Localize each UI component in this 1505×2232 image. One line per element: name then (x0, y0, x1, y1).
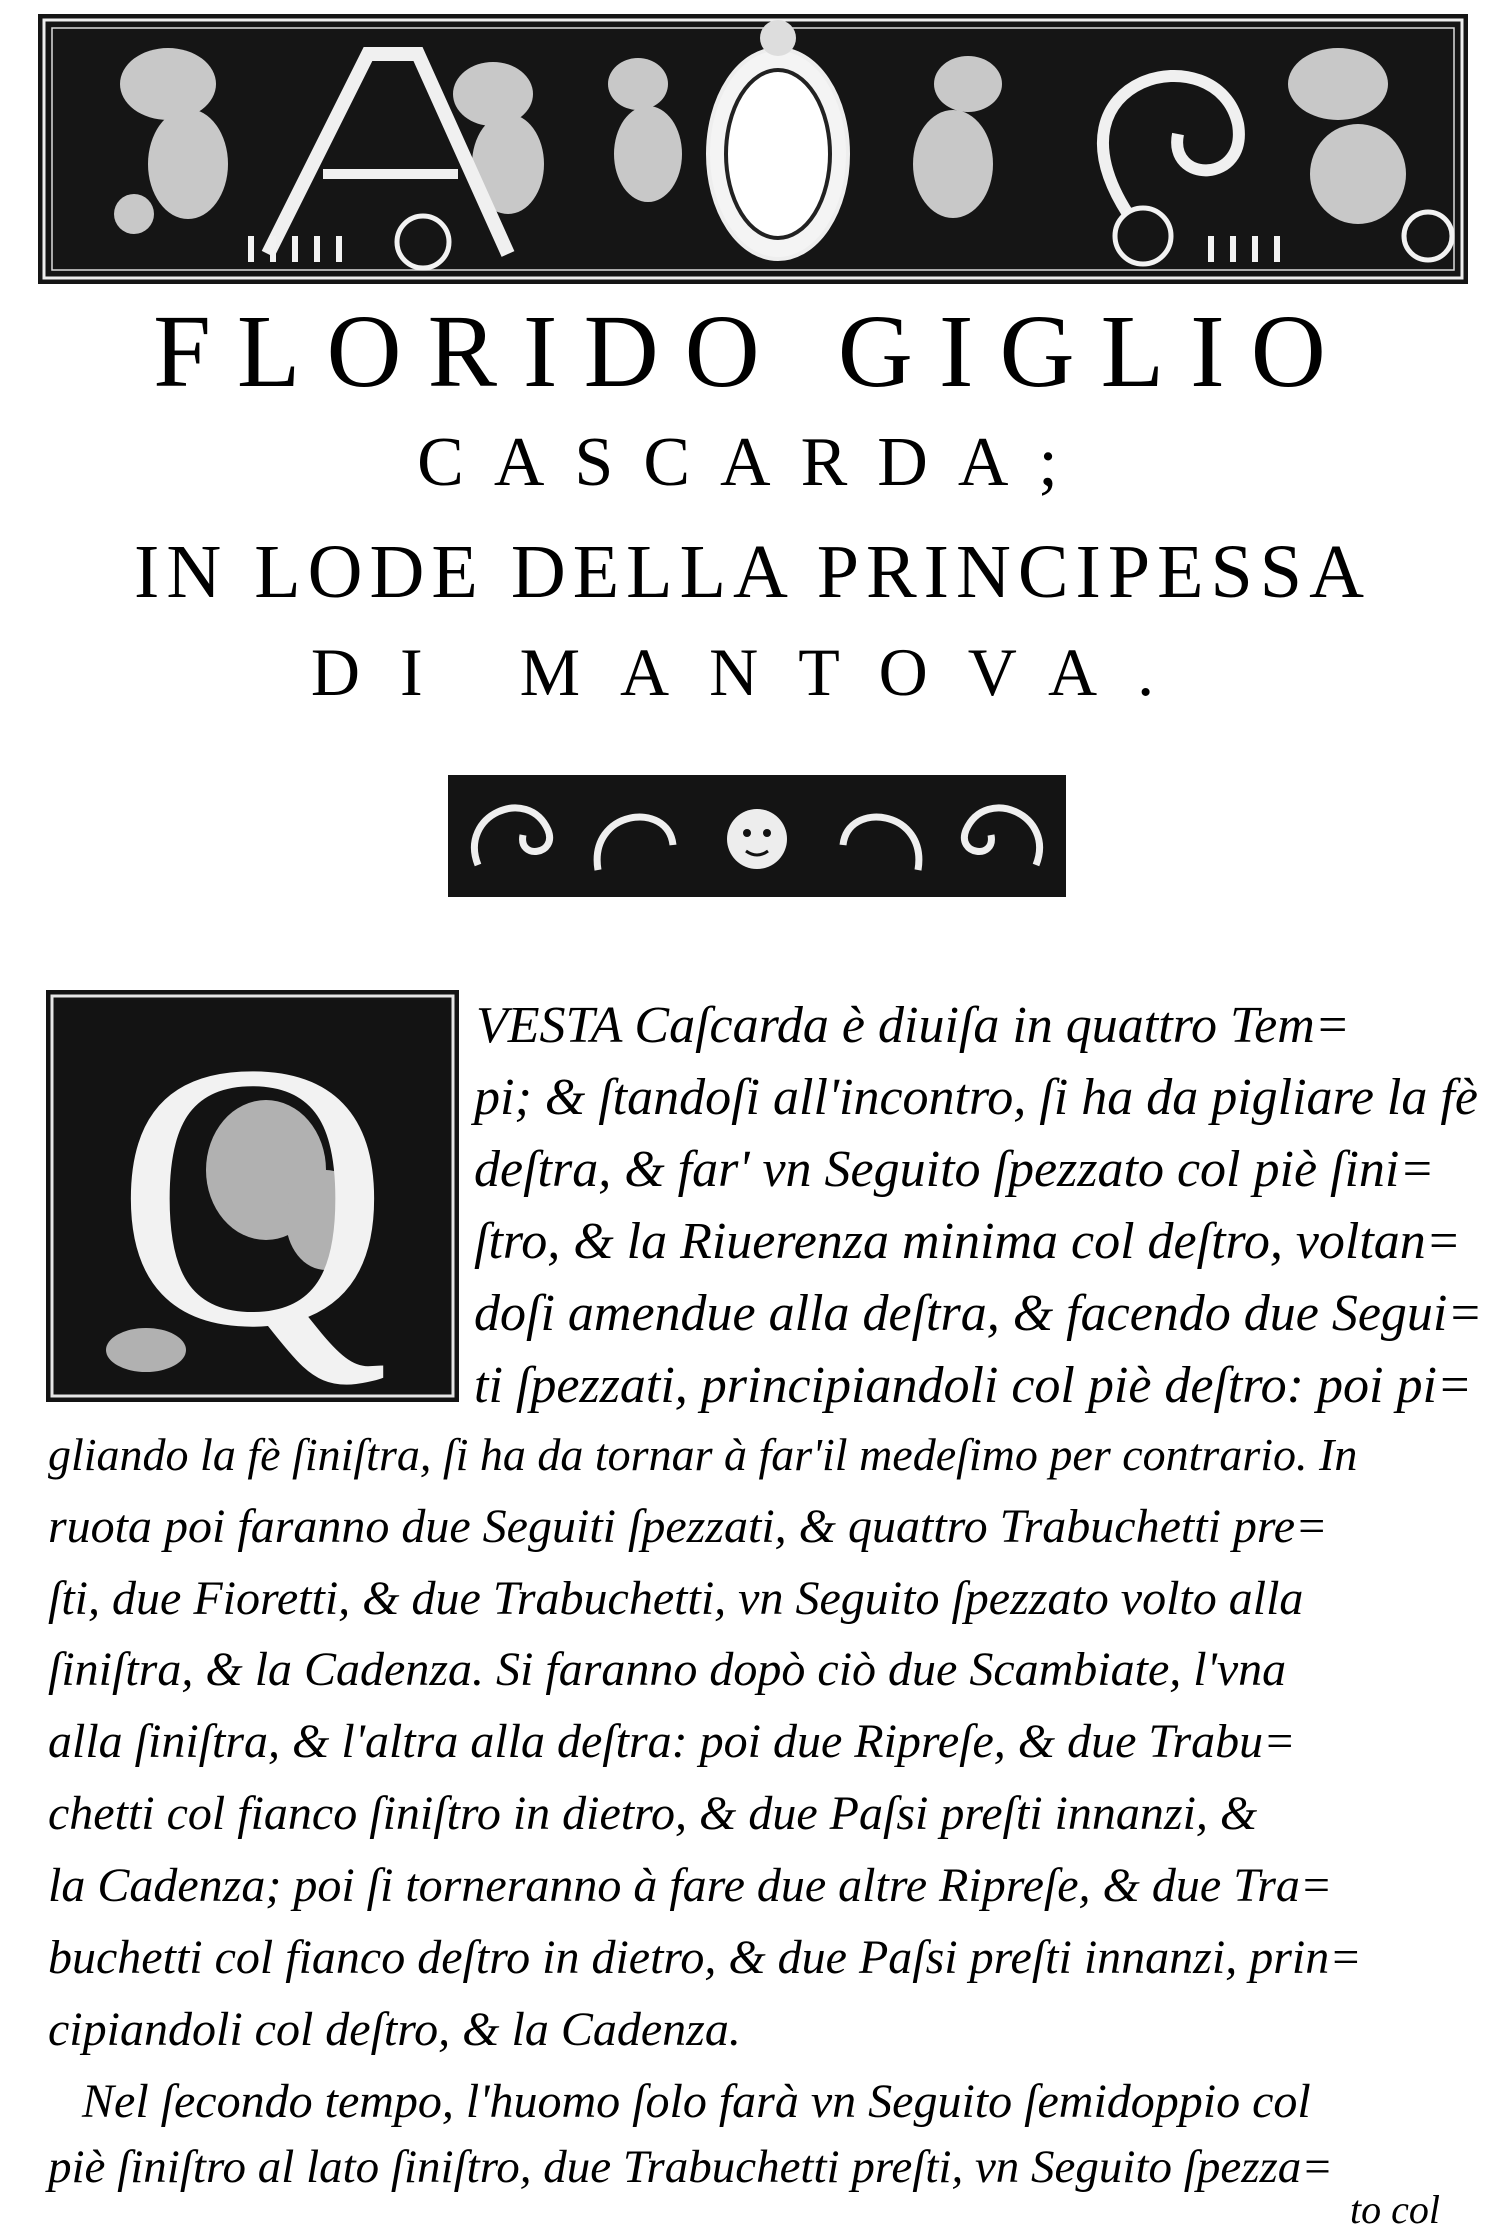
title-line-1: FLORIDO GIGLIO (153, 294, 1352, 409)
woodcut-headpiece (38, 14, 1468, 284)
text-line-5: doſi amendue alla deſtra, & facendo due Segui= (474, 1285, 1483, 1342)
text-line-10: ſiniſtra, & la Cadenza. Si faranno dopò ciò due Scambiate, l'vna (48, 1643, 1287, 1696)
text-line-13: la Cadenza; poi ſi torneranno à fare due altre Ripreſe, & due Tra= (48, 1859, 1333, 1912)
text-line-12: chetti col fianco ſiniſtro in dietro, & due Paſsi preſti innanzi, & (48, 1787, 1258, 1840)
text-line-17: piè ſiniſtro al lato ſiniſtro, due Trabuchetti preſti, vn Seguito ſpezza= (48, 2141, 1333, 2193)
ornamental-band (448, 775, 1066, 897)
initial-letter: Q (115, 990, 390, 1402)
text-line-1: VESTA Caſcarda è diuiſa in quattro Tem= (476, 997, 1350, 1054)
text-line-8: ruota poi faranno due Seguiti ſpezzati, & quattro Trabuchetti pre= (48, 1500, 1328, 1553)
text-line-9: ſti, due Fioretti, & due Trabuchetti, vn Seguito ſpezzato volto alla (48, 1572, 1304, 1625)
text-line-2: pi; & ſtandoſi all'incontro, ſi ha da pigliare la fè (474, 1069, 1478, 1126)
title-line-2: CASCARDA; (417, 424, 1088, 501)
text-line-6: ti ſpezzati, principiandoli col piè deſtro: poi pi= (474, 1357, 1472, 1414)
text-line-3: deſtra, & far' vn Seguito ſpezzato col piè ſini= (474, 1141, 1435, 1198)
text-line-14: buchetti col fianco deſtro in dietro, & due Paſsi preſti innanzi, prin= (48, 1931, 1362, 1984)
text-line-11: alla ſiniſtra, & l'altra alla deſtra: poi due Ripreſe, & due Trabu= (48, 1715, 1296, 1768)
decorated-initial (46, 990, 459, 1402)
text-line-4: ſtro, & la Riuerenza minima col deſtro, voltan= (474, 1213, 1461, 1270)
title-line-4: DI MANTOVA. (310, 634, 1195, 710)
ornament-illustration (448, 775, 1066, 897)
text-line-16: Nel ſecondo tempo, l'huomo ſolo farà vn Seguito ſemidoppio col (82, 2075, 1311, 2128)
text-line-7: gliando la fè ſiniſtra, ſi ha da tornar à far'il medeſimo per contrario. In (48, 1429, 1358, 1480)
title-line-3: IN LODE DELLA PRINCIPESSA (134, 530, 1371, 614)
catchword: to col (1350, 2187, 1440, 2232)
headpiece-illustration (38, 14, 1468, 284)
text-line-15: cipiandoli col deſtro, & la Cadenza. (48, 2003, 741, 2056)
